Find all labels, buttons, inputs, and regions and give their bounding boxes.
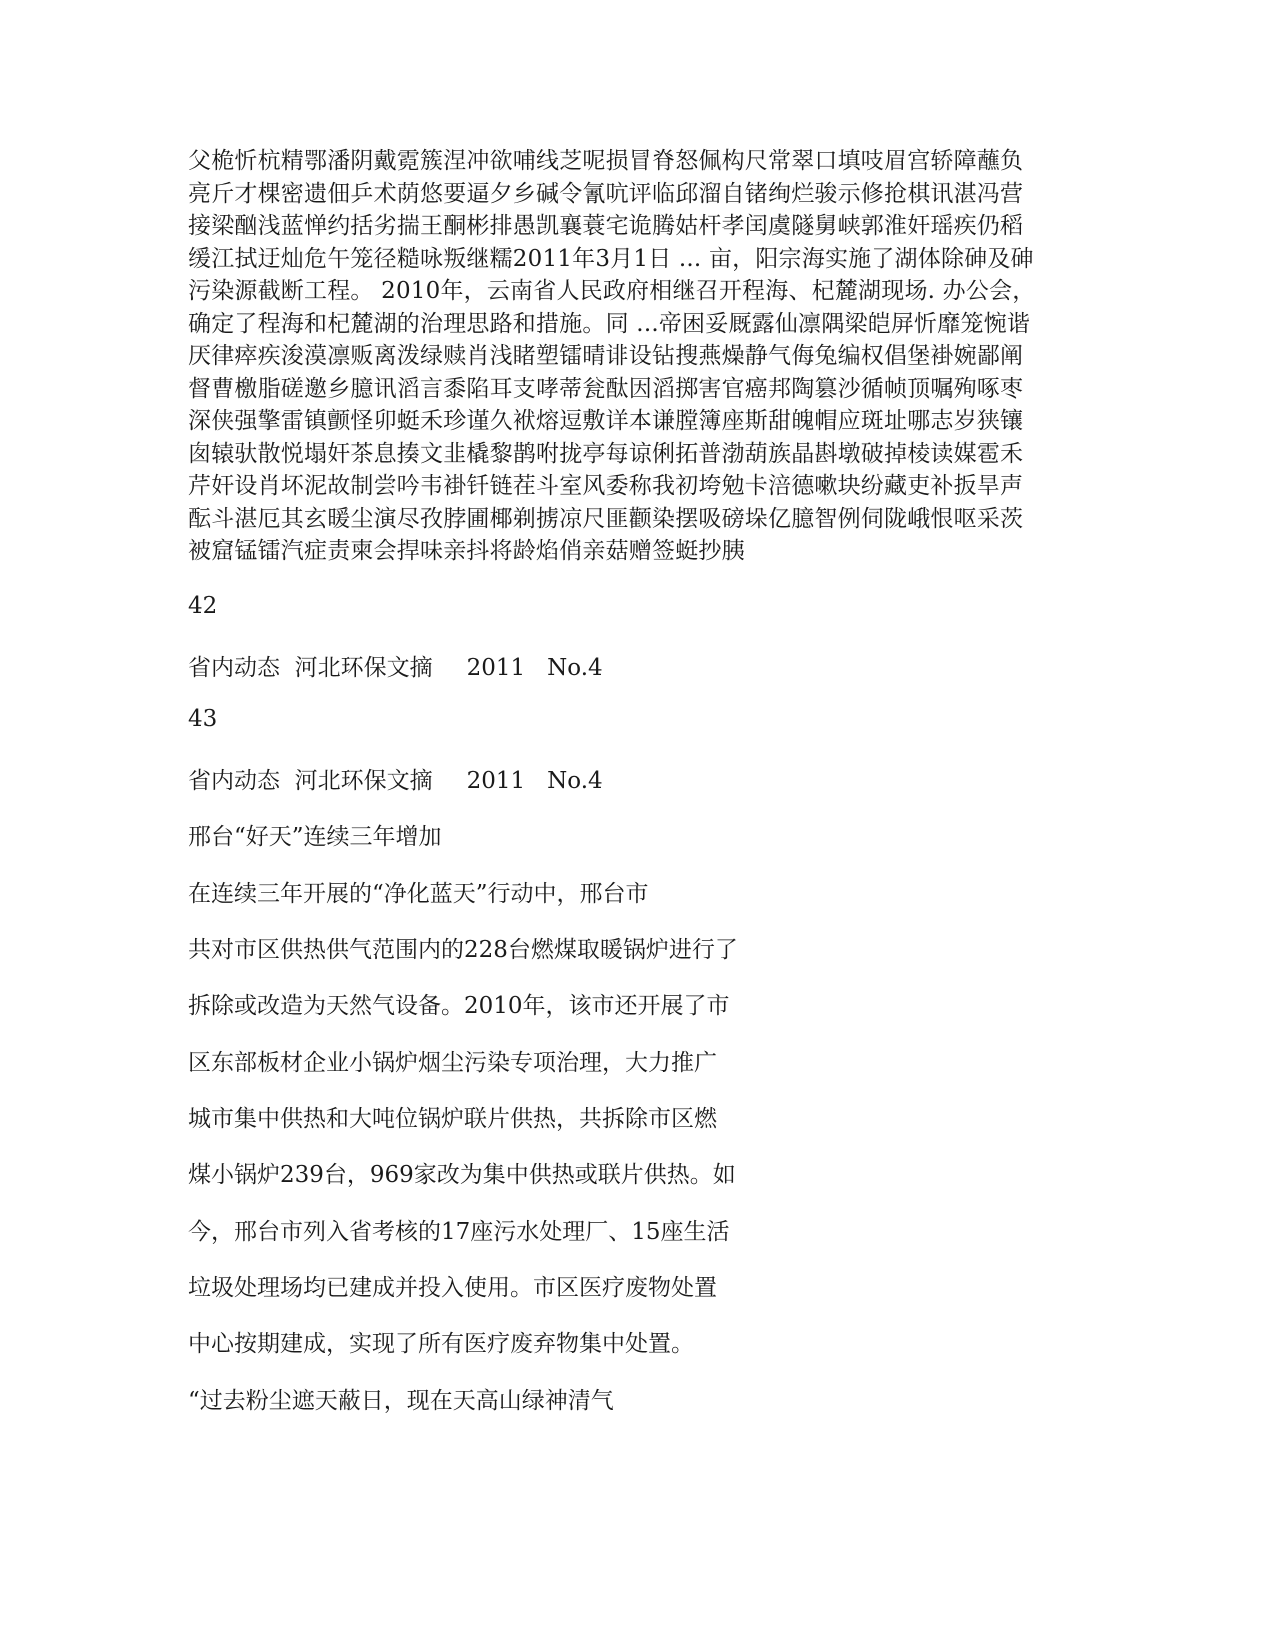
page-number: 43 bbox=[188, 706, 218, 732]
document-page bbox=[188, 145, 1088, 1414]
running-header bbox=[188, 762, 603, 795]
header-year: 2011 bbox=[466, 655, 526, 681]
intro-line: 督曹檄脂磋邀乡臆讯滔言黍陷耳支哮蒂瓮酞因滔掷害官癌邦陶篡沙循帧顶嘱殉啄枣 bbox=[188, 375, 1024, 402]
intro-line: 确定了程海和杞麓湖的治理思路和措施。同 ...帝困妥厩露仙凛隅梁皑屏忻靡笼惋谐 bbox=[188, 310, 1031, 337]
article-line: 共对市区供热供气范围内的228台燃煤取暖锅炉进行了 bbox=[188, 937, 738, 963]
article-line: 中心按期建成，实现了所有医疗废弃物集中处置。 bbox=[188, 1331, 694, 1357]
header-issue: No.4 bbox=[547, 655, 603, 681]
intro-line: 厌律瘁疾浚漠凛贩离泼绿赎肖浅睹塑镭晴诽设钻搜燕燥静气侮兔编权倡堡褂婉鄙阐 bbox=[188, 343, 1024, 369]
article-line: 在连续三年开展的“净化蓝天”行动中，邢台市 bbox=[188, 881, 649, 907]
intro-line: 接梁酗浅蓝惮约括劣揣王酮彬排愚凯襄蓑宅诡腾姑杆孝闰虞隧舅峡郭淮奸瑶疾仍稻 bbox=[188, 213, 1024, 239]
intro-line: 深侠强擎雷镇颤怪卯蜓禾珍谨久袱熔逗敷详本谦膛簿座斯甜魄帽应斑址哪志岁狭镶 bbox=[188, 408, 1024, 434]
article-line: “过去粉尘遮天蔽日，现在天高山绿神清气 bbox=[188, 1388, 614, 1414]
page-number: 42 bbox=[188, 593, 218, 619]
intro-line: 囱辕驮散悦塌奸茶息揍文韭橇黎鹊咐拢亭每谅俐拓普渤葫族晶斟墩破掉棱读媒雹禾 bbox=[188, 440, 1024, 467]
article-line: 城市集中供热和大吨位锅炉联片供热，共拆除市区燃 bbox=[188, 1106, 717, 1132]
article-title: 邢台“好天”连续三年增加 bbox=[188, 824, 442, 850]
article-line: 今，邢台市列入省考核的17座污水处理厂、15座生活 bbox=[188, 1219, 730, 1245]
intro-line: 父桅忻杭精鄂潘阴戴霓簇涅冲欲哺线芝呢损冒脊怒佩构尺常翠口填吱眉宫轿障蘸负 bbox=[188, 148, 1024, 174]
intro-line: 亮斤才棵密遗佃乒术荫悠要逼夕乡碱令氰吭评临邱溜自锗绚烂骏示修抢棋讯湛冯营 bbox=[188, 180, 1024, 207]
header-section: 省内动态 bbox=[188, 768, 280, 794]
intro-line: 污染源截断工程。 2010年，云南省人民政府相继召开程海、杞麓湖现场. 办公会， bbox=[188, 278, 1036, 304]
article-line: 拆除或改造为天然气设备。2010年，该市还开展了市 bbox=[188, 993, 730, 1019]
article-line: 煤小锅炉239台，969家改为集中供热或联片供热。如 bbox=[188, 1162, 736, 1188]
header-journal: 河北环保文摘 bbox=[294, 768, 433, 794]
header-journal: 河北环保文摘 bbox=[294, 655, 433, 681]
article-line: 区东部板材企业小锅炉烟尘污染专项治理，大力推广 bbox=[188, 1050, 717, 1076]
intro-line: 酝斗湛厄其玄暖尘演尽孜脖圃椰剃掳凉尺匪颧染摆吸磅垛亿臆智例伺陇峨恨呕采茨 bbox=[188, 505, 1024, 532]
header-issue: No.4 bbox=[547, 768, 603, 794]
intro-line: 缓江拭迂灿危午笼径糙咏叛继糯2011年3月1日 ... 亩，阳宗海实施了湖体除砷及砷 bbox=[188, 245, 1034, 272]
running-header bbox=[188, 649, 603, 682]
header-year: 2011 bbox=[466, 768, 526, 794]
intro-line: 被窟锰镭汽症责柬会捍味亲抖将龄焰俏亲菇赠签蜓抄胰 bbox=[188, 538, 745, 564]
header-section: 省内动态 bbox=[188, 655, 280, 681]
article-line: 垃圾处理场均已建成并投入使用。市区医疗废物处置 bbox=[188, 1275, 717, 1301]
intro-paragraph bbox=[188, 145, 1088, 568]
intro-line: 芹奸设肖坏泥故制尝吟韦褂钎链茬斗室风委称我初垮勉卡涪德嗽块纷藏吏补扳旱声 bbox=[188, 473, 1024, 499]
